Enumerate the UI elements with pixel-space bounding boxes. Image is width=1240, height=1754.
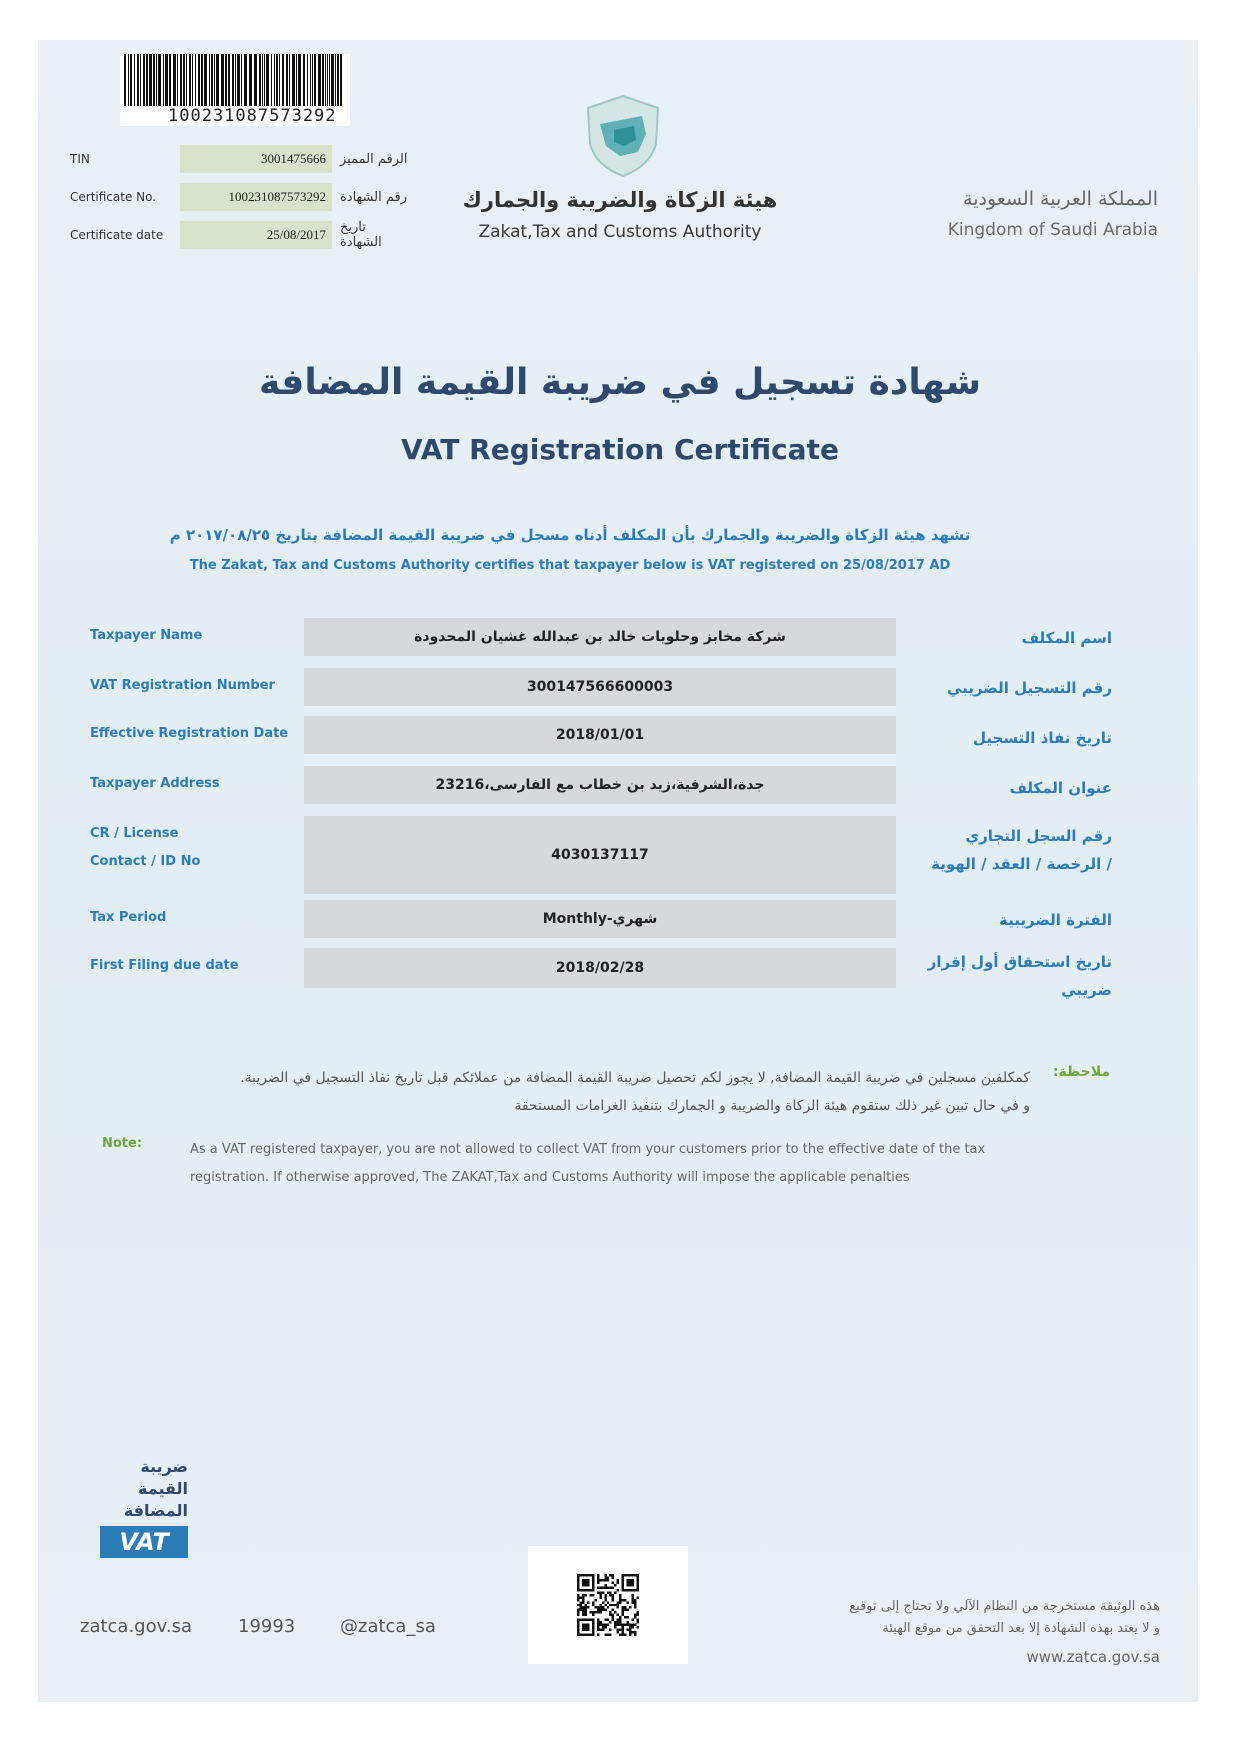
tin-label-ar: الرقم المميز — [340, 151, 408, 167]
qr-module — [634, 1601, 636, 1603]
qr-module — [592, 1604, 594, 1606]
qr-module — [637, 1596, 639, 1598]
qr-module — [584, 1611, 586, 1613]
qr-module — [612, 1594, 614, 1596]
qr-module — [622, 1624, 624, 1626]
qr-module — [614, 1626, 616, 1628]
qr-module — [604, 1619, 606, 1621]
address-value: جدة،الشرفية،زيد بن خطاب مع الفارسى،23216 — [304, 766, 896, 804]
qr-module — [584, 1594, 586, 1596]
qr-module — [599, 1604, 601, 1606]
info-row-tin — [70, 142, 410, 176]
qr-module — [597, 1576, 599, 1578]
qr-module — [599, 1629, 601, 1631]
qr-module — [612, 1576, 614, 1578]
qr-module — [597, 1611, 599, 1613]
qr-module — [599, 1586, 601, 1588]
qr-module — [627, 1624, 629, 1626]
qr-module — [579, 1604, 581, 1606]
qr-module — [619, 1621, 621, 1623]
qr-module — [597, 1606, 599, 1608]
qr-module — [582, 1594, 584, 1596]
qr-module — [629, 1624, 631, 1626]
tin-value: 3001475666 — [180, 145, 332, 173]
address-label: Taxpayer Address — [90, 776, 220, 791]
qr-module — [614, 1611, 616, 1613]
qr-module — [622, 1614, 624, 1616]
qr-module — [604, 1586, 606, 1588]
qr-module — [634, 1599, 636, 1601]
qr-module — [577, 1614, 579, 1616]
page-title-en: VAT Registration Certificate — [401, 433, 839, 466]
qr-module — [627, 1621, 629, 1623]
qr-module — [602, 1591, 604, 1593]
footer-phone-number: 19993 — [238, 1616, 296, 1637]
qr-module — [607, 1579, 609, 1581]
qr-module — [632, 1599, 634, 1601]
note-label-en: Note: — [102, 1136, 143, 1151]
qr-module — [599, 1609, 601, 1611]
qr-module — [604, 1594, 606, 1596]
qr-module — [602, 1626, 604, 1628]
qr-module — [579, 1601, 581, 1603]
effective-date-label-ar: تاريخ نفاذ التسجيل — [972, 729, 1112, 747]
certificate-no-label-ar: رقم الشهادة — [340, 189, 407, 205]
qr-module — [624, 1624, 626, 1626]
qr-module — [612, 1596, 614, 1598]
page-title-ar: شهادة تسجيل في ضريبة القيمة المضافة — [258, 362, 982, 403]
qr-module — [582, 1609, 584, 1611]
vat-logo-line1: ضريبة — [140, 1457, 188, 1476]
qr-module — [614, 1624, 616, 1626]
qr-module — [577, 1599, 579, 1601]
qr-module — [599, 1606, 601, 1608]
qr-module — [624, 1609, 626, 1611]
qr-module — [617, 1579, 619, 1581]
qr-module — [632, 1596, 634, 1598]
qr-module — [614, 1604, 616, 1606]
qr-module — [614, 1584, 616, 1586]
first-filing-label-ar-2: ضريبي — [1061, 981, 1112, 999]
qr-module — [612, 1616, 614, 1618]
qr-module — [597, 1579, 599, 1581]
qr-module — [604, 1609, 606, 1611]
qr-module — [617, 1604, 619, 1606]
qr-module — [582, 1596, 584, 1598]
authority-name-en: Zakat,Tax and Customs Authority — [478, 222, 762, 242]
qr-module — [617, 1624, 619, 1626]
qr-module — [589, 1594, 591, 1596]
qr-module — [597, 1626, 599, 1628]
qr-module — [599, 1579, 601, 1581]
qr-module — [602, 1629, 604, 1631]
qr-module — [619, 1629, 621, 1631]
qr-module — [597, 1581, 599, 1583]
qr-module — [597, 1586, 599, 1588]
address-label-ar: عنوان المكلف — [1009, 779, 1112, 797]
authority-emblem-icon — [584, 94, 662, 178]
qr-module — [612, 1614, 614, 1616]
tax-period-label-ar: الفترة الضريبية — [999, 911, 1112, 929]
barcode-number: 100231087573292 — [120, 106, 350, 126]
qr-module — [592, 1614, 594, 1616]
taxpayer-name-value: شركة مخابز وحلويات خالد بن عبدالله غشيان المحدودة — [304, 618, 896, 656]
qr-module — [589, 1611, 591, 1613]
qr-module — [622, 1609, 624, 1611]
qr-module — [579, 1596, 581, 1598]
note-label-ar: ملاحظة: — [1052, 1064, 1110, 1080]
qr-module — [599, 1591, 601, 1593]
qr-module — [619, 1624, 621, 1626]
qr-module — [619, 1619, 621, 1621]
qr-module — [629, 1631, 631, 1633]
qr-module — [604, 1596, 606, 1598]
qr-module — [599, 1624, 601, 1626]
barcode — [120, 54, 350, 126]
note-text-en: As a VAT registered taxpayer, you are not allowed to collect VAT from your customers prior to the effective date of the tax registration. If otherwise approved, The ZAKAT,Tax and Customs Authority will impose the applicable penalties — [190, 1142, 986, 1185]
qr-module — [627, 1629, 629, 1631]
qr-module — [594, 1611, 596, 1613]
cr-license-label: CR / License — [90, 826, 179, 841]
qr-module — [604, 1584, 606, 1586]
qr-module — [597, 1574, 599, 1576]
kingdom-name-ar: المملكة العربية السعودية — [963, 188, 1158, 210]
qr-module — [637, 1614, 639, 1616]
qr-module — [604, 1574, 606, 1576]
vat-logo-box: VAT — [100, 1526, 188, 1558]
footer-disclaimer-line2: و لا يعتد بهذه الشهادة إلا بعد التحقق من موقع الهيئة — [882, 1621, 1160, 1636]
qr-module — [622, 1611, 624, 1613]
contact-id-label-ar: / الرخصة / العقد / الهوية — [931, 855, 1112, 873]
taxpayer-name-label: Taxpayer Name — [90, 628, 203, 643]
qr-module — [604, 1579, 606, 1581]
qr-module — [597, 1609, 599, 1611]
qr-module — [627, 1609, 629, 1611]
qr-code-icon — [577, 1574, 639, 1636]
info-row-certificate-no — [70, 180, 410, 214]
first-filing-label: First Filing due date — [90, 958, 239, 973]
qr-module — [632, 1626, 634, 1628]
vat-logo — [100, 1456, 188, 1574]
qr-module — [599, 1621, 601, 1623]
qr-module — [602, 1606, 604, 1608]
certificate-date-label-ar: تاريخ الشهادة — [340, 220, 382, 250]
tax-period-label: Tax Period — [90, 910, 167, 925]
qr-module — [607, 1576, 609, 1578]
qr-module — [609, 1591, 611, 1593]
effective-date-value: 2018/01/01 — [304, 716, 896, 754]
qr-module — [577, 1611, 579, 1613]
qr-module — [599, 1611, 601, 1613]
qr-module — [612, 1604, 614, 1606]
qr-module — [597, 1634, 599, 1636]
qr-module — [584, 1604, 586, 1606]
qr-module — [637, 1619, 639, 1621]
qr-finder-inner — [627, 1579, 634, 1586]
certificate-info-table — [70, 142, 410, 256]
qr-module — [632, 1631, 634, 1633]
qr-module — [612, 1586, 614, 1588]
tax-period-value: Monthly-شهري — [304, 900, 896, 938]
qr-module — [602, 1624, 604, 1626]
qr-module — [579, 1606, 581, 1608]
qr-module — [619, 1634, 621, 1636]
qr-module — [582, 1611, 584, 1613]
first-filing-value: 2018/02/28 — [304, 948, 896, 988]
qr-module — [599, 1596, 601, 1598]
qr-module — [617, 1619, 619, 1621]
qr-module — [584, 1614, 586, 1616]
footer-social-handle[interactable]: @zatca_sa — [340, 1616, 436, 1637]
footer-website[interactable]: zatca.gov.sa — [80, 1616, 193, 1637]
qr-module — [637, 1621, 639, 1623]
qr-module — [577, 1594, 579, 1596]
barcode-gap — [342, 54, 343, 106]
qr-module — [597, 1621, 599, 1623]
certificate-no-value: 100231087573292 — [180, 183, 332, 211]
qr-module — [622, 1626, 624, 1628]
footer-website-link[interactable]: www.zatca.gov.sa — [1026, 1648, 1160, 1666]
qr-module — [607, 1619, 609, 1621]
qr-module — [617, 1614, 619, 1616]
qr-module — [597, 1624, 599, 1626]
qr-module — [614, 1621, 616, 1623]
qr-module — [622, 1599, 624, 1601]
qr-module — [632, 1594, 634, 1596]
qr-module — [629, 1606, 631, 1608]
qr-module — [604, 1634, 606, 1636]
qr-module — [632, 1601, 634, 1603]
qr-module — [632, 1619, 634, 1621]
qr-module — [604, 1624, 606, 1626]
info-row-certificate-date — [70, 218, 410, 252]
qr-module — [619, 1596, 621, 1598]
qr-module — [579, 1609, 581, 1611]
qr-module — [629, 1634, 631, 1636]
qr-module — [602, 1579, 604, 1581]
qr-module — [624, 1634, 626, 1636]
qr-module — [607, 1634, 609, 1636]
qr-module — [609, 1614, 611, 1616]
qr-module — [609, 1604, 611, 1606]
qr-module — [612, 1619, 614, 1621]
barcode-bars — [120, 54, 350, 106]
qr-module — [577, 1609, 579, 1611]
qr-module — [609, 1621, 611, 1623]
qr-module — [632, 1624, 634, 1626]
qr-module — [629, 1626, 631, 1628]
note-text-ar: كمكلفين مسجلين في ضريبة القيمة المضافة, لا يجوز لكم تحصيل ضريبة القيمة المضافة من عملائكم قبل تاريخ نفاذ التسجيل في الضريبة. و في حال تبين غير ذلك ستقوم هيئة الزكاة والضريبة و الجمارك بتنفيذ الغرامات المستحقة — [240, 1070, 1030, 1114]
qr-module — [582, 1601, 584, 1603]
qr-module — [612, 1581, 614, 1583]
qr-module — [602, 1601, 604, 1603]
qr-module — [637, 1626, 639, 1628]
qr-module — [609, 1574, 611, 1576]
authority-name-ar: هيئة الزكاة والضريبة والجمارك — [462, 188, 778, 212]
qr-module — [622, 1629, 624, 1631]
qr-module — [612, 1599, 614, 1601]
qr-module — [604, 1626, 606, 1628]
vat-logo-line3: المضافة — [123, 1501, 188, 1520]
qr-module — [607, 1624, 609, 1626]
qr-module — [609, 1594, 611, 1596]
qr-module — [592, 1601, 594, 1603]
qr-module — [584, 1606, 586, 1608]
qr-module — [627, 1601, 629, 1603]
qr-module — [607, 1606, 609, 1608]
qr-module — [582, 1614, 584, 1616]
qr-code[interactable] — [528, 1546, 688, 1664]
certificate-date-label: Certificate date — [70, 228, 164, 242]
qr-module — [609, 1586, 611, 1588]
qr-module — [577, 1596, 579, 1598]
qr-module — [624, 1616, 626, 1618]
qr-module — [634, 1604, 636, 1606]
footer-disclaimer-ar — [740, 1596, 1160, 1640]
cr-license-value: 4030137117 — [304, 816, 896, 894]
qr-module — [619, 1601, 621, 1603]
vat-number-label: VAT Registration Number — [90, 678, 275, 693]
qr-module — [604, 1599, 606, 1601]
kingdom-name-en: Kingdom of Saudi Arabia — [947, 220, 1158, 240]
qr-module — [609, 1629, 611, 1631]
contact-id-label: Contact / ID No — [90, 854, 201, 869]
vat-logo-line2: القيمة — [138, 1479, 188, 1498]
tin-label: TIN — [70, 152, 90, 166]
qr-module — [592, 1611, 594, 1613]
qr-module — [617, 1581, 619, 1583]
qr-finder-inner — [582, 1624, 589, 1631]
qr-module — [604, 1576, 606, 1578]
first-filing-label-ar: تاريخ استحقاق أول إقرار — [927, 953, 1112, 971]
qr-module — [622, 1631, 624, 1633]
qr-module — [634, 1616, 636, 1618]
qr-module — [617, 1606, 619, 1608]
qr-module — [617, 1631, 619, 1633]
qr-module — [587, 1606, 589, 1608]
qr-module — [634, 1624, 636, 1626]
qr-module — [617, 1589, 619, 1591]
vat-number-value: 300147566600003 — [304, 668, 896, 706]
qr-module — [624, 1599, 626, 1601]
qr-module — [597, 1619, 599, 1621]
qr-module — [604, 1604, 606, 1606]
qr-module — [592, 1594, 594, 1596]
qr-module — [607, 1586, 609, 1588]
qr-module — [614, 1591, 616, 1593]
certificate-no-label: Certificate No. — [70, 190, 157, 204]
qr-module — [634, 1614, 636, 1616]
qr-module — [577, 1604, 579, 1606]
qr-module — [609, 1634, 611, 1636]
qr-module — [594, 1599, 596, 1601]
qr-module — [637, 1611, 639, 1613]
qr-module — [594, 1606, 596, 1608]
qr-module — [597, 1591, 599, 1593]
qr-module — [634, 1634, 636, 1636]
qr-module — [602, 1586, 604, 1588]
qr-module — [627, 1616, 629, 1618]
qr-module — [617, 1601, 619, 1603]
qr-module — [622, 1606, 624, 1608]
qr-module — [602, 1609, 604, 1611]
qr-module — [599, 1594, 601, 1596]
effective-date-label: Effective Registration Date — [90, 726, 289, 741]
qr-module — [587, 1601, 589, 1603]
qr-module — [609, 1611, 611, 1613]
certification-statement-en: The Zakat, Tax and Customs Authority certifies that taxpayer below is VAT registered on 25/08/2017 AD — [189, 558, 951, 573]
qr-module — [597, 1629, 599, 1631]
qr-module — [607, 1601, 609, 1603]
qr-module — [607, 1591, 609, 1593]
qr-module — [622, 1634, 624, 1636]
qr-module — [634, 1606, 636, 1608]
qr-module — [629, 1629, 631, 1631]
qr-module — [624, 1606, 626, 1608]
qr-module — [612, 1609, 614, 1611]
qr-module — [619, 1599, 621, 1601]
taxpayer-name-label-ar: اسم المكلف — [1021, 629, 1112, 647]
qr-module — [612, 1574, 614, 1576]
certification-statement-ar: تشهد هيئة الزكاة والضريبة والجمارك بأن المكلف أدناه مسجل في ضريبة القيمة المضافة بتاريخ ٢٠١٧/٠٨/٢٥ م — [169, 526, 971, 544]
cr-license-label-ar: رقم السجل التجاري — [965, 827, 1112, 845]
qr-module — [619, 1616, 621, 1618]
qr-module — [617, 1629, 619, 1631]
vat-number-label-ar: رقم التسجيل الضريبي — [947, 679, 1112, 697]
qr-module — [617, 1621, 619, 1623]
footer-disclaimer-line1: هذه الوثيقة مستخرجة من النظام الآلي ولا تحتاج إلى توقيع — [849, 1599, 1160, 1614]
qr-module — [582, 1599, 584, 1601]
qr-module — [619, 1594, 621, 1596]
qr-module — [584, 1609, 586, 1611]
qr-module — [582, 1606, 584, 1608]
qr-finder-inner — [582, 1579, 589, 1586]
certificate-date-value: 25/08/2017 — [180, 221, 332, 249]
qr-module — [634, 1631, 636, 1633]
